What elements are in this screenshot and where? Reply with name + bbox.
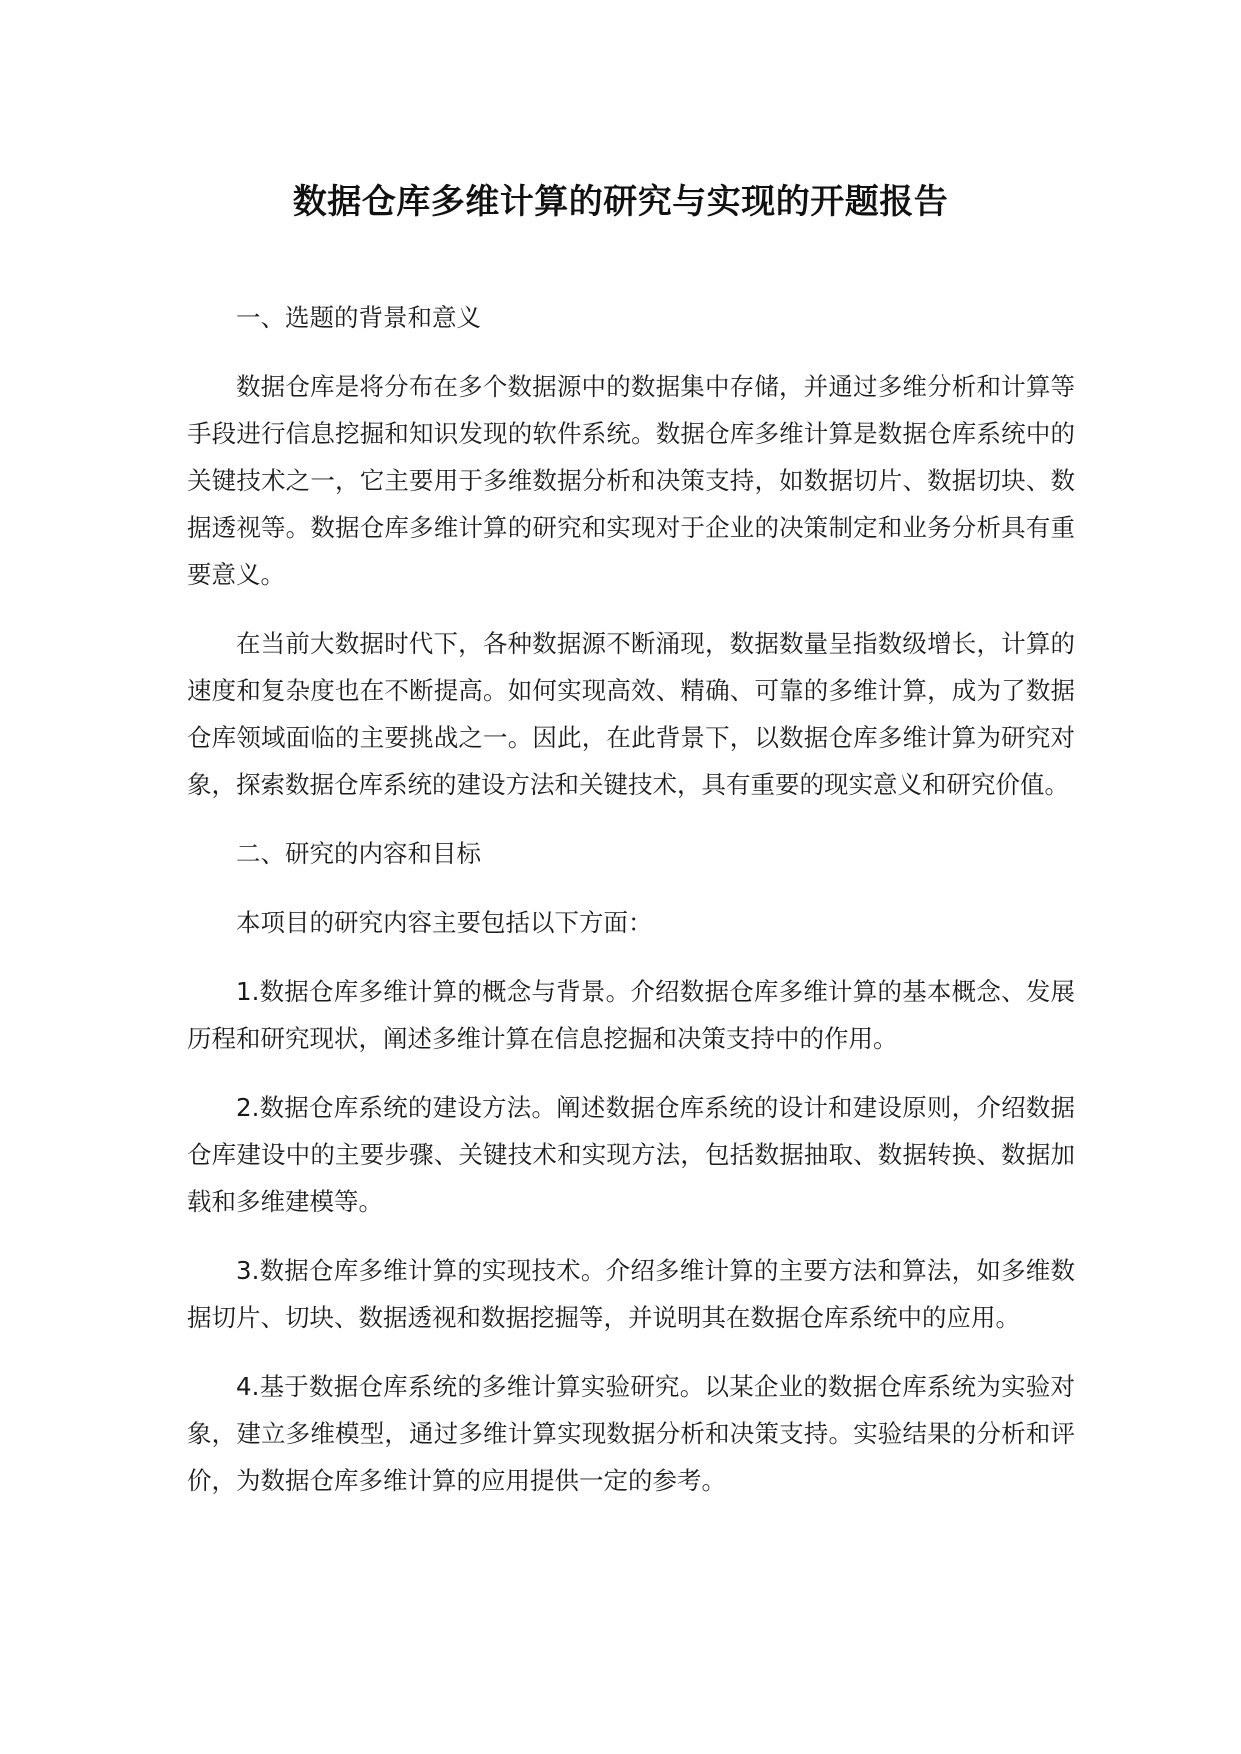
document-title: 数据仓库多维计算的研究与实现的开题报告: [292, 182, 949, 222]
paragraph-content-item-3: 3.数据仓库多维计算的实现技术。介绍多维计算的主要方法和算法，如多维数据切片、切块、数据透视和数据挖掘等，并说明其在数据仓库系统中的应用。: [187, 1256, 1075, 1332]
paragraph-background-1: 数据仓库是将分布在多个数据源中的数据集中存储，并通过多维分析和计算等手段进行信息挖掘和知识发现的软件系统。数据仓库多维计算是数据仓库系统中的关键技术之一，它主要用于多维数据分析和决策支持，如数据切片、数据切块、数据透视等。数据仓库多维计算的研究和实现对于企业的决策制定和业务分析具有重要意义。: [187, 372, 1075, 589]
paragraph-content-item-2: 2.数据仓库系统的建设方法。阐述数据仓库系统的设计和建设原则，介绍数据仓库建设中的主要步骤、关键技术和实现方法，包括数据抽取、数据转换、数据加载和多维建模等。: [187, 1093, 1075, 1216]
paragraph-content-item-1: 1.数据仓库多维计算的概念与背景。介绍数据仓库多维计算的基本概念、发展历程和研究现状，阐述多维计算在信息挖掘和决策支持中的作用。: [187, 977, 1075, 1053]
section-heading-background: 一、选题的背景和意义: [236, 303, 481, 332]
paragraph-content-item-4: 4.基于数据仓库系统的多维计算实验研究。以某企业的数据仓库系统为实验对象，建立多维模型，通过多维计算实现数据分析和决策支持。实验结果的分析和评价，为数据仓库多维计算的应用提供一定的参考。: [187, 1372, 1075, 1495]
section-heading-content: 二、研究的内容和目标: [236, 839, 481, 868]
paragraph-content-intro: 本项目的研究内容主要包括以下方面：: [236, 908, 653, 937]
document-body: [187, 294, 1075, 1526]
paragraph-background-2: 在当前大数据时代下，各种数据源不断涌现，数据数量呈指数级增长，计算的速度和复杂度也在不断提高。如何实现高效、精确、可靠的多维计算，成为了数据仓库领域面临的主要挑战之一。因此，在此背景下，以数据仓库多维计算为研究对象，探索数据仓库系统的建设方法和关键技术，具有重要的现实意义和研究价值。: [187, 629, 1075, 799]
